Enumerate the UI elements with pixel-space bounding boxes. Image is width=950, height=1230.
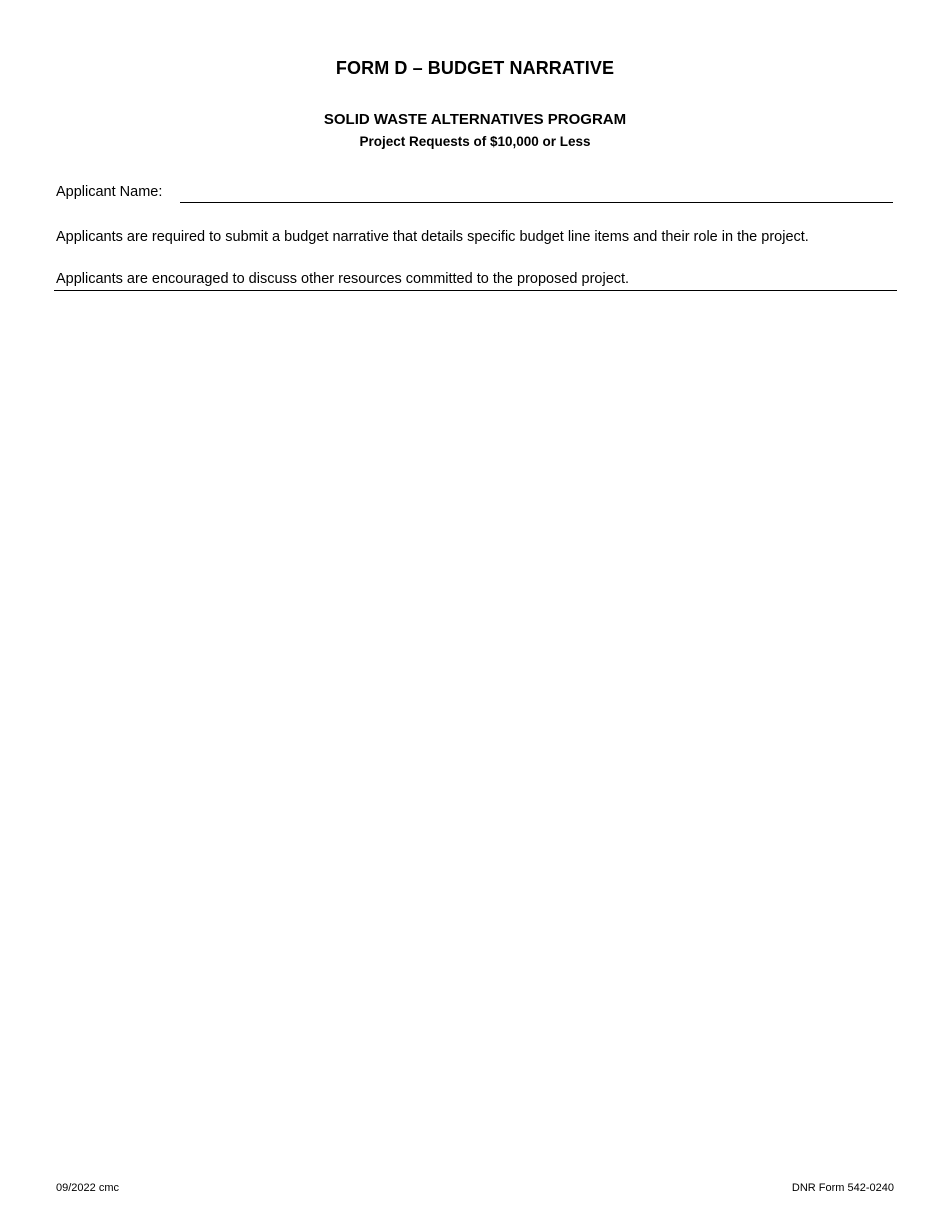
instruction-budget-narrative: Applicants are required to submit a budget narrative that details specific budget line items and their role in the project. [56,229,809,245]
instruction-other-resources: Applicants are encouraged to discuss other resources committed to the proposed project. [56,271,630,287]
footer-form-number: DNR Form 542-0240 [791,1182,894,1194]
form-title: FORM D – BUDGET NARRATIVE [335,58,615,78]
narrative-divider [54,290,897,291]
program-subtitle: Project Requests of $10,000 or Less [359,134,591,149]
budget-narrative-textarea[interactable] [54,292,897,1162]
applicant-name-label: Applicant Name: [56,184,163,200]
footer-date-code: 09/2022 cmc [56,1182,119,1194]
program-title: SOLID WASTE ALTERNATIVES PROGRAM [323,111,627,128]
applicant-name-field[interactable] [180,184,893,203]
